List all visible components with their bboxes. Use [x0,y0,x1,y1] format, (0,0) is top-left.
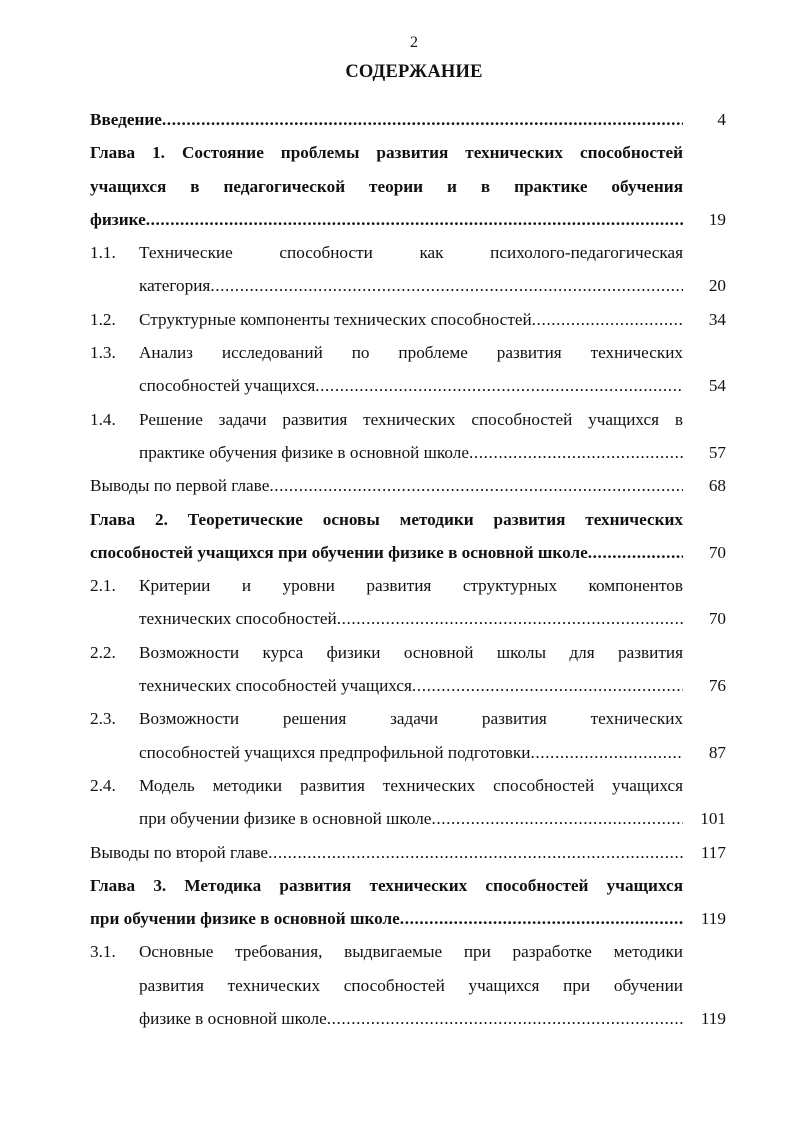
toc-entry-title-line: категория [139,276,211,296]
toc-entry-section-2-2[interactable] [90,636,726,703]
toc-page-number: 54 [708,376,726,396]
toc-entry-title-line: Возможности курса физики основной школы для развития [139,642,683,662]
toc-entry-introduction[interactable] [90,103,726,136]
toc-entry-conclusions-1[interactable] [90,469,726,502]
toc-entry-title-line: физике в основной школе [139,1009,327,1029]
dot-leader [162,103,683,136]
toc-entry-section-1-2[interactable] [90,303,726,336]
section-number: 3.1. [90,942,116,962]
toc-entry-chapter-3[interactable] [90,869,726,936]
section-number: 1.2. [90,309,116,329]
toc-entry-chapter-1[interactable] [90,136,726,236]
toc-entry-title: Выводы по второй главе [90,842,269,862]
section-number: 1.1. [90,243,116,263]
toc-entry-title-line: физике [90,209,146,229]
toc-entry-section-1-3[interactable] [90,336,726,403]
toc-entry-section-1-1[interactable] [90,236,726,303]
toc-page-number: 87 [708,742,726,762]
toc-entry-title-line: Структурные компоненты технических способностей [139,309,532,329]
toc-entry-conclusions-2[interactable] [90,836,726,869]
toc-entry-title-line: при обучении физике в основной школе [90,909,400,929]
toc-page-number: 57 [708,442,726,462]
toc-entry-title-line: практике обучения физике в основной школе [139,442,469,462]
section-number: 2.4. [90,775,116,795]
toc-entry-title-line: Критерии и уровни развития структурных компонентов [139,576,683,596]
toc-page-number: 70 [708,609,726,629]
toc-page-number: 119 [700,909,726,929]
page-number: 2 [410,34,418,51]
toc-entry-title-line: Глава 3. Методика развития технических способностей учащихся [90,875,683,895]
toc-page-number: 101 [700,809,726,829]
dot-leader [532,303,683,336]
toc-entry-section-2-3[interactable] [90,702,726,769]
toc-page-number: 76 [708,676,726,696]
toc-entry-title-line: при обучении физике в основной школе [139,809,432,829]
toc-entry-title-line: Глава 1. Состояние проблемы развития технических способностей [90,143,683,163]
toc-entry-title-line: способностей учащихся [139,376,316,396]
toc-entry-title-line: Основные требования, выдвигаемые при разработке методики [139,942,683,962]
dot-leader [469,436,683,469]
toc-entry-title-line: Решение задачи развития технических способностей учащихся в [139,409,683,429]
section-number: 2.1. [90,576,116,596]
toc-entry-section-1-4[interactable] [90,403,726,470]
section-number: 1.4. [90,409,116,429]
dot-leader [210,269,683,302]
toc-entry-title-line: технических способностей учащихся [139,676,412,696]
toc-entry-section-2-1[interactable] [90,569,726,636]
toc-page-number: 68 [708,476,726,496]
table-of-contents [90,103,726,1035]
section-number: 2.3. [90,709,116,729]
toc-page-number: 34 [708,309,726,329]
dot-leader [588,536,683,569]
dot-leader [146,203,683,236]
toc-page-number: 117 [700,842,726,862]
toc-page-number: 20 [708,276,726,296]
page-title: СОДЕРЖАНИЕ [345,62,483,82]
dot-leader [337,602,683,635]
toc-entry-title: Введение [90,110,162,129]
dot-leader [315,369,683,402]
dot-leader [268,836,683,869]
toc-entry-title-line: Глава 2. Теоретические основы методики развития технических [90,509,683,529]
section-number: 2.2. [90,642,116,662]
dot-leader [269,469,683,502]
toc-entry-section-3-1[interactable] [90,935,726,1035]
dot-leader [412,669,683,702]
toc-entry-title-line: способностей учащихся при обучении физике в основной школе [90,542,588,562]
toc-entry-section-2-4[interactable] [90,769,726,836]
toc-entry-title-line: Технические способности как психолого-педагогическая [139,243,683,263]
toc-page-number: 70 [708,542,726,562]
toc-entry-title-line: развития технических способностей учащихся при обучении [139,975,683,995]
toc-entry-chapter-2[interactable] [90,503,726,570]
dot-leader [530,736,683,769]
section-number: 1.3. [90,343,116,363]
toc-entry-title-line: Анализ исследований по проблеме развития технических [139,343,683,363]
toc-entry-title-line: учащихся в педагогической теории и в практике обучения [90,176,683,196]
toc-page-number: 4 [717,110,726,129]
dot-leader [327,1002,683,1035]
toc-entry-title: Выводы по первой главе [90,476,270,496]
dot-leader [431,802,683,835]
toc-entry-title-line: Возможности решения задачи развития технических [139,709,683,729]
toc-entry-title-line: Модель методики развития технических способностей учащихся [139,775,683,795]
toc-page-number: 119 [700,1009,726,1029]
toc-entry-title-line: способностей учащихся предпрофильной подготовки [139,742,531,762]
dot-leader [400,902,683,935]
toc-entry-title-line: технических способностей [139,609,337,629]
toc-page-number: 19 [708,209,726,229]
